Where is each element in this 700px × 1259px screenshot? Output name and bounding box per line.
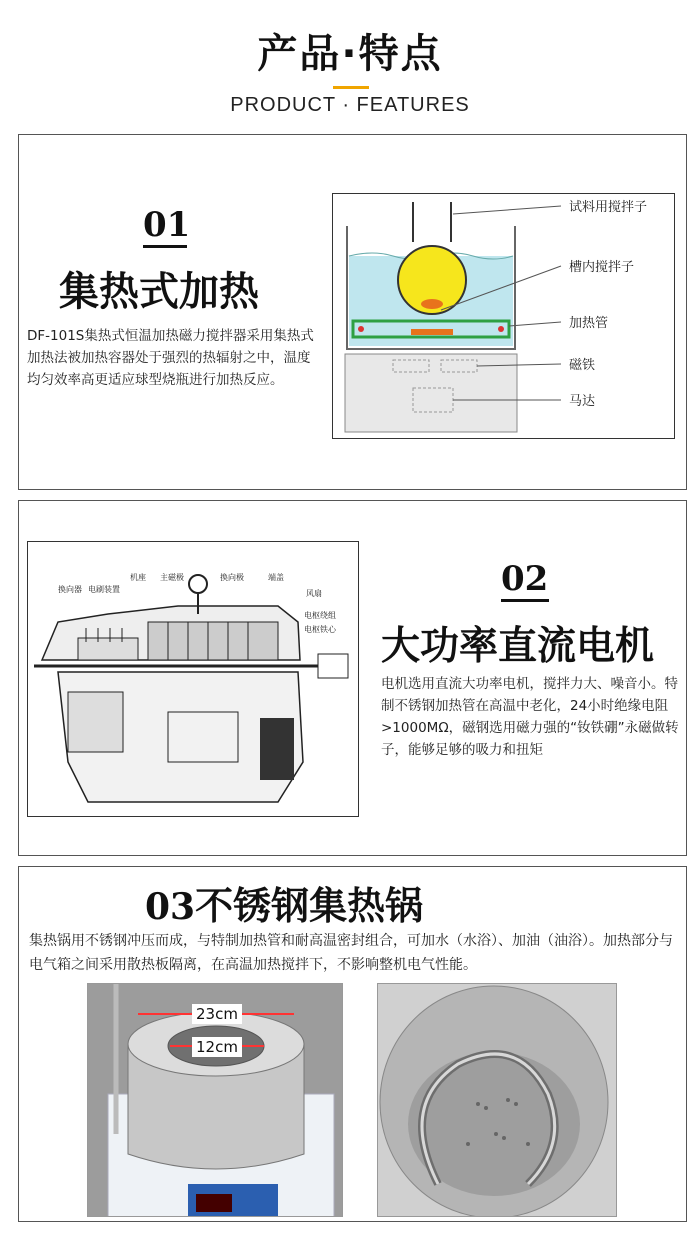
heating-diagram-svg [333, 194, 674, 438]
diagram-label: 加热管 [569, 316, 609, 331]
dim-inner-label: 12cm [196, 1038, 238, 1056]
motor-label: 换向极 [220, 573, 244, 582]
leader-1 [453, 206, 561, 214]
feature-1-description: DF-101S集热式恒温加热磁力搅拌器采用集热式加热法被加热容器处于强烈的热辐射之中，温度均匀效率高更适应球型烧瓶进行加热反应。 [27, 328, 314, 388]
motor-label: 机座 [130, 573, 146, 582]
bath-stir-bar [411, 329, 453, 335]
pot-photo-inside-svg [378, 984, 617, 1217]
pot-photo-outside [87, 983, 343, 1217]
heater-end-left [358, 326, 364, 332]
feature-2-title: 大功率直流电机 [381, 624, 655, 669]
diagram-label: 试料用搅拌子 [569, 200, 648, 215]
display [196, 1194, 232, 1212]
motor-label: 风扇 [306, 589, 322, 598]
pole-left [68, 692, 123, 752]
flask-stir-bar [421, 299, 443, 309]
feature-3-description: 集热锅用不锈钢冲压而成，与特制加热管和耐高温密封组合，可加水（水浴）、加油（油浴）。加热部分与电气箱之间采用散热板隔离，在高温加热搅拌下，不影响整机电气性能。 [29, 933, 673, 973]
shaft-end [318, 654, 348, 678]
pot-photo-inside [377, 983, 617, 1217]
heater-end-right [498, 326, 504, 332]
diagram-label: 槽内搅拌子 [569, 260, 635, 275]
flask-neck [413, 202, 451, 242]
feature-1-title: 集热式加热 [59, 269, 259, 315]
feature-2-description: 电机选用直流大功率电机，搅拌力大、噪音小。特制不锈钢加热管在高温中老化，24小时绝缘电阻>1000MΩ，磁钢选用磁力强的“钕铁硼”永磁做转子，能够足够的吸力和扭矩 [381, 676, 679, 758]
motor-label: 电枢铁心 [304, 625, 336, 634]
feature-1-number: 01 [143, 205, 191, 245]
motor-label: 换向器 [58, 585, 82, 594]
feature-panel-2 [18, 500, 687, 856]
feature-2-number: 02 [501, 559, 549, 599]
feature-1-number-underline [143, 245, 187, 248]
heating-diagram [332, 193, 675, 439]
feature-3-number: 03 [145, 886, 196, 928]
leader-3 [509, 322, 561, 326]
feature-panel-1 [18, 134, 687, 490]
commutator [78, 638, 138, 660]
feature-panel-3 [18, 866, 687, 1222]
motor-label: 电枢绕组 [304, 611, 336, 620]
lifting-eye [189, 575, 207, 593]
feature-2-number-underline [501, 599, 549, 602]
page-subtitle: PRODUCT · FEATURES [230, 94, 470, 116]
feature-3-heading [145, 875, 423, 930]
motor-label: 端盖 [268, 573, 284, 582]
diagram-label: 马达 [569, 394, 596, 409]
motor-label: 电刷装置 [88, 585, 120, 594]
motor-label: 主磁极 [160, 573, 184, 582]
motor-diagram [27, 541, 359, 817]
diagram-label: 磁铁 [569, 358, 596, 373]
pot-photo-outside-svg [88, 984, 343, 1217]
motor-diagram-svg [28, 542, 358, 816]
title-accent-bar [333, 86, 369, 89]
field-coil [260, 718, 294, 780]
dim-outer-label: 23cm [196, 1005, 238, 1023]
feature-3-title: 不锈钢集热锅 [195, 884, 424, 928]
page-header [0, 0, 700, 130]
page-title: 产品·特点 [257, 31, 443, 77]
